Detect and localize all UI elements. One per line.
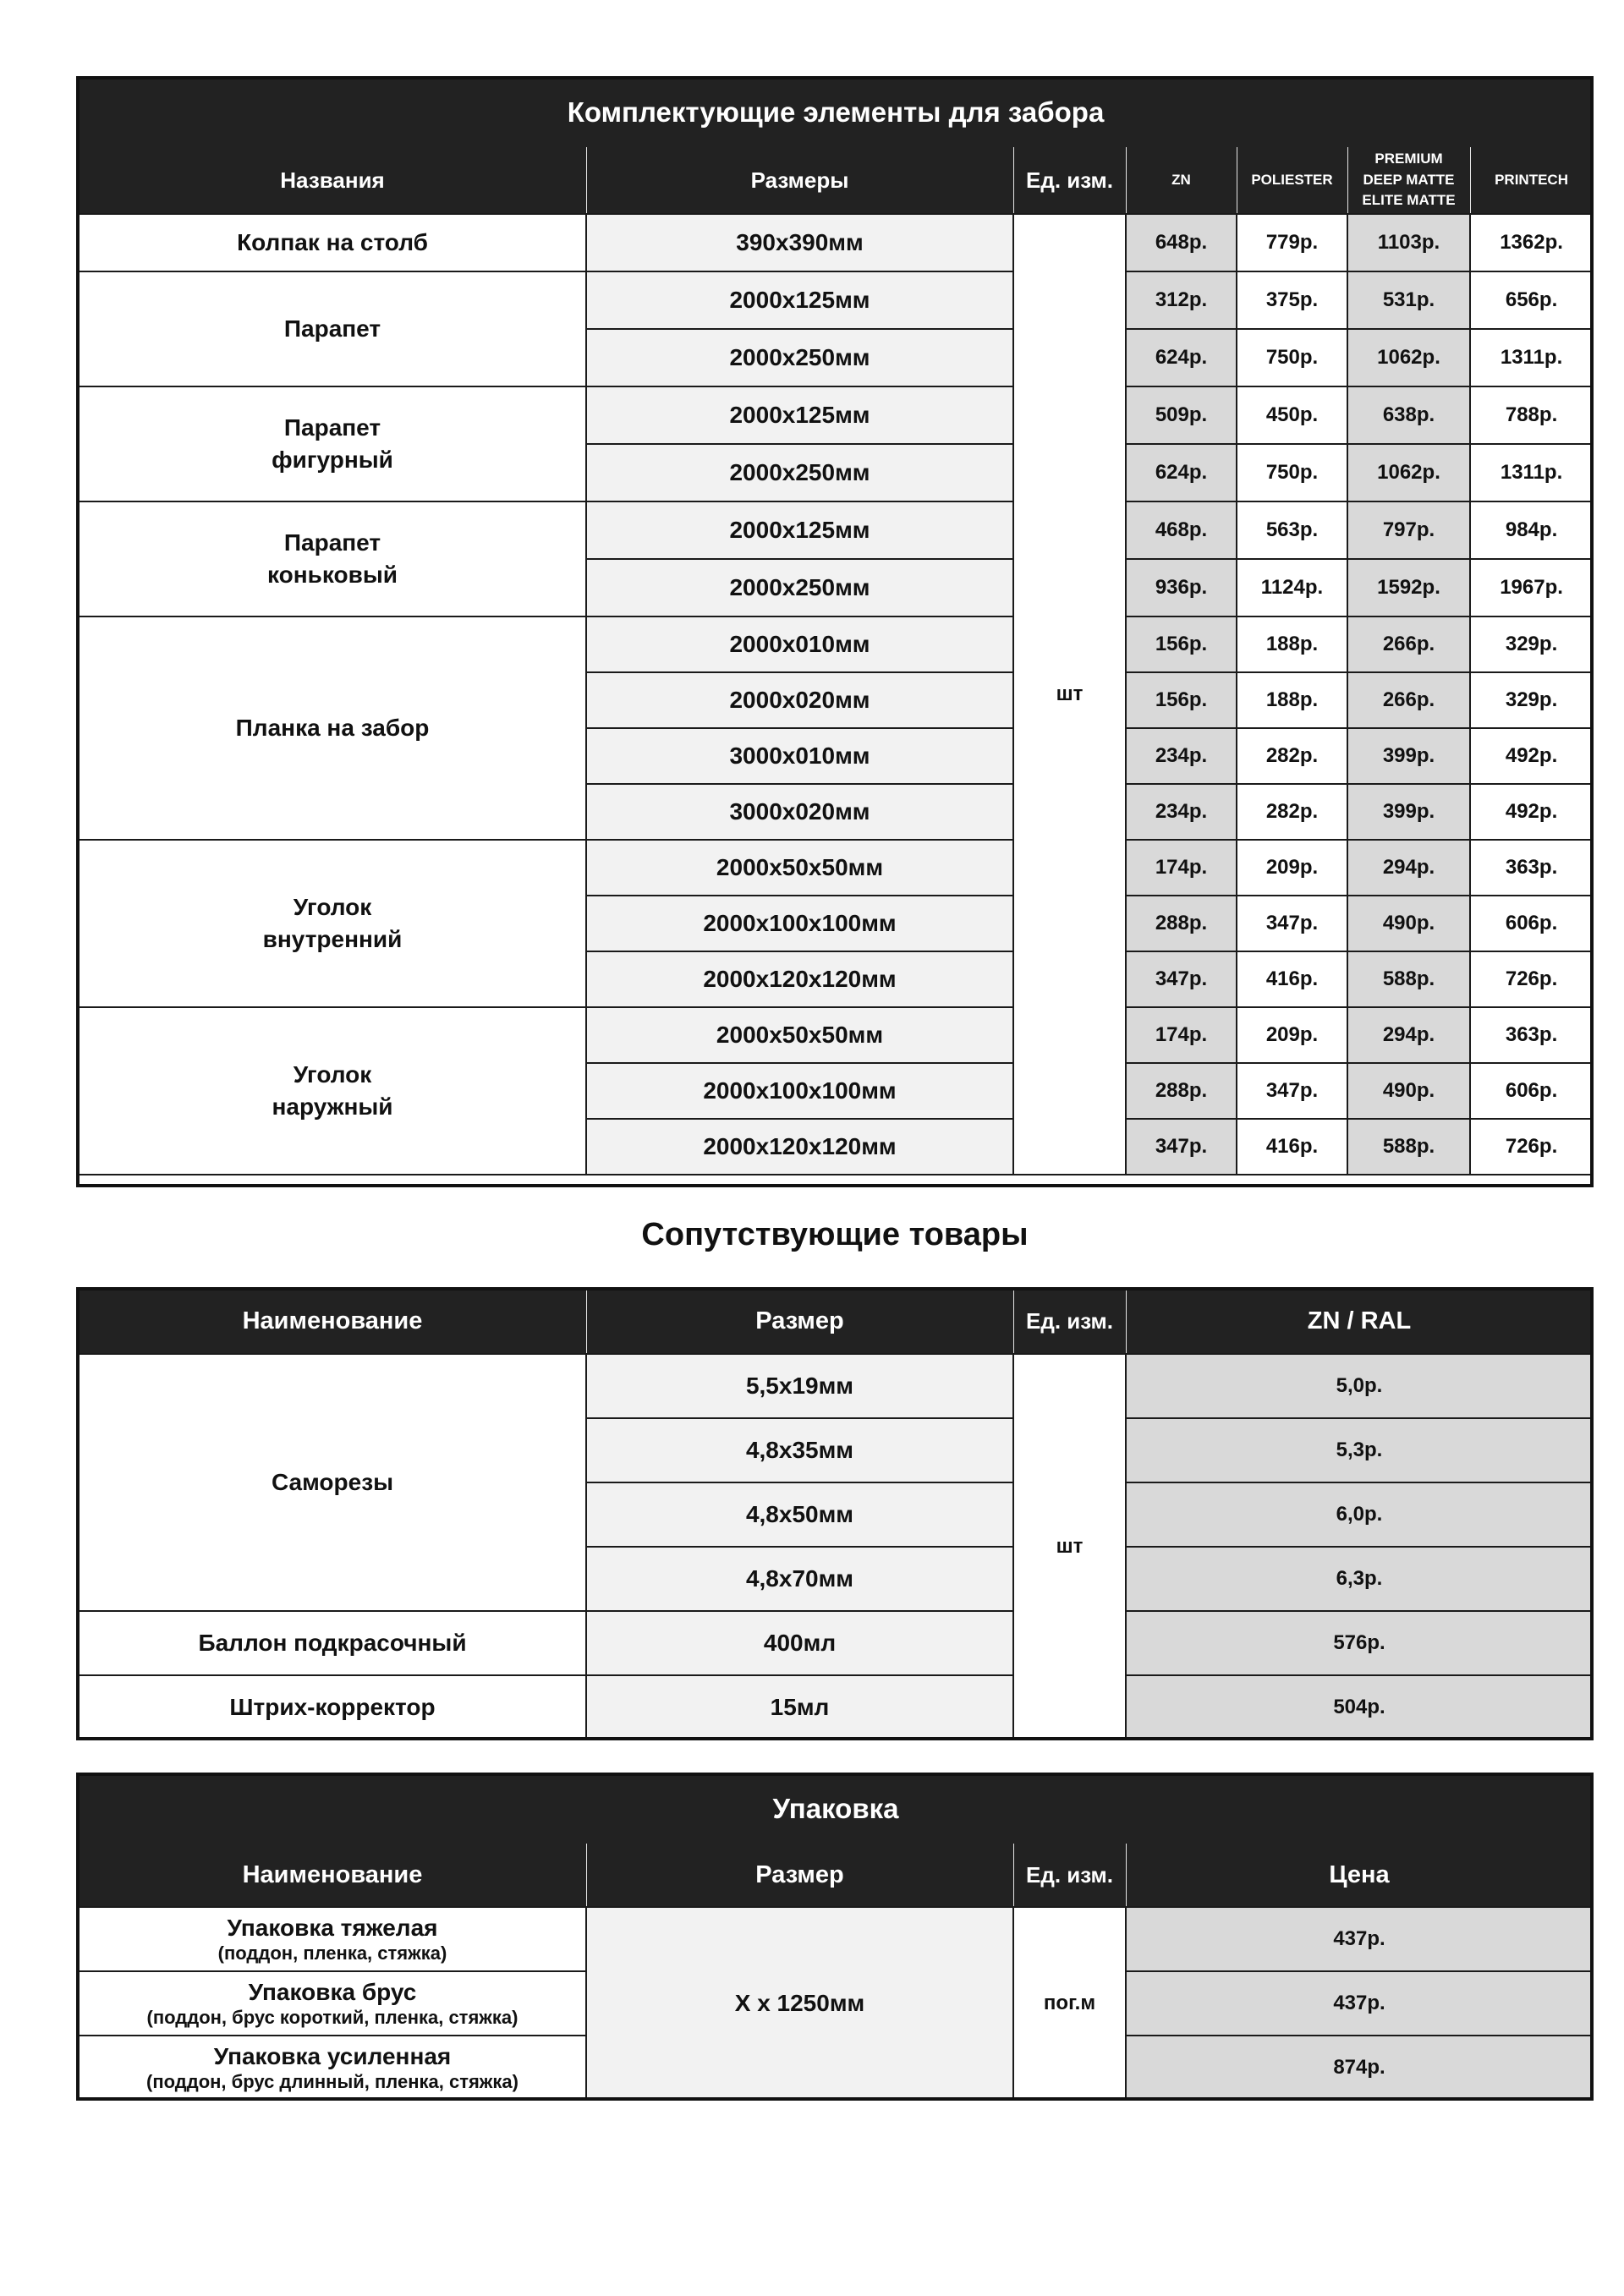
size-cell: 2000х50х50мм [586,840,1013,896]
price-premium-cell: 797р. [1347,501,1470,559]
fence-row [79,616,1593,672]
price-printech-cell: 984р. [1470,501,1593,559]
related-size-cell: 400мл [586,1611,1013,1675]
price-poliester-cell: 779р. [1237,214,1347,271]
price-premium-cell: 399р. [1347,728,1470,784]
related-heading: Сопутствующие товары [641,1217,1029,1252]
fence-row [79,214,1593,271]
price-printech-cell: 1967р. [1470,559,1593,616]
header-name: Названия [79,146,586,214]
price-printech-cell: 726р. [1470,1119,1593,1175]
price-printech-cell: 656р. [1470,271,1593,329]
related-size-cell: 4,8х35мм [586,1418,1013,1482]
price-zn-cell: 648р. [1126,214,1237,271]
packing-header-size: Размер [586,1843,1013,1907]
packing-item-title: Упаковка тяжелая [227,1915,438,1941]
price-premium-cell: 266р. [1347,616,1470,672]
fence-table-title: Комплектующие элементы для забора [79,79,1593,146]
price-zn-cell: 174р. [1126,840,1237,896]
header-premium-line-1: PREMIUM [1374,151,1443,167]
price-zn-cell: 156р. [1126,672,1237,728]
price-zn-cell: 234р. [1126,728,1237,784]
related-price-cell: 504р. [1126,1675,1593,1740]
fence-row [79,840,1593,896]
fence-components-table [78,78,1594,1175]
price-zn-cell: 174р. [1126,1007,1237,1063]
packing-item-name [79,1907,586,1971]
price-premium-cell: 294р. [1347,840,1470,896]
packing-header-name: Наименование [79,1843,586,1907]
related-price-cell: 6,3р. [1126,1547,1593,1611]
price-zn-cell: 624р. [1126,444,1237,501]
packing-item-name [79,1971,586,2036]
size-cell: 2000х250мм [586,444,1013,501]
price-premium-cell: 266р. [1347,672,1470,728]
price-printech-cell: 363р. [1470,840,1593,896]
related-row [79,1354,1593,1418]
unit-cell: шт [1013,214,1126,1175]
related-row [79,1675,1593,1740]
fence-row [79,386,1593,444]
packing-price-cell: 874р. [1126,2036,1593,2100]
product-name-cell: Парапет [79,271,586,386]
product-name-cell: Колпак на столб [79,214,586,271]
size-cell: 390х390мм [586,214,1013,271]
related-name-cell: Баллон подкрасочный [79,1611,586,1675]
header-printech: PRINTECH [1470,146,1593,214]
price-premium-cell: 490р. [1347,1063,1470,1119]
price-printech-cell: 1362р. [1470,214,1593,271]
price-poliester-cell: 188р. [1237,616,1347,672]
size-cell: 2000х50х50мм [586,1007,1013,1063]
packing-size-cell: X x 1250мм [586,1907,1013,2100]
size-cell: 2000х020мм [586,672,1013,728]
price-poliester-cell: 347р. [1237,1063,1347,1119]
related-header-size: Размер [586,1290,1013,1354]
price-premium-cell: 1103р. [1347,214,1470,271]
price-poliester-cell: 1124р. [1237,559,1347,616]
header-size: Размеры [586,146,1013,214]
related-size-cell: 5,5х19мм [586,1354,1013,1418]
price-printech-cell: 492р. [1470,728,1593,784]
related-header-name: Наименование [79,1290,586,1354]
related-header-unit: Ед. изм. [1013,1290,1126,1354]
size-cell: 3000х010мм [586,728,1013,784]
product-name-cell: Планка на забор [79,616,586,840]
header-premium-line-3: ELITE MATTE [1362,192,1456,209]
price-poliester-cell: 282р. [1237,784,1347,840]
price-zn-cell: 509р. [1126,386,1237,444]
packing-item-name [79,2036,586,2100]
packing-item-title: Упаковка брус [248,1979,417,2005]
price-zn-cell: 234р. [1126,784,1237,840]
price-poliester-cell: 209р. [1237,1007,1347,1063]
related-unit-cell: шт [1013,1354,1126,1740]
related-name-cell: Саморезы [79,1354,586,1611]
product-name-cell: Парапет фигурный [79,386,586,501]
packing-price-cell: 437р. [1126,1971,1593,2036]
price-zn-cell: 288р. [1126,1063,1237,1119]
price-poliester-cell: 375р. [1237,271,1347,329]
packing-item-title: Упаковка усиленная [213,2043,452,2069]
price-printech-cell: 492р. [1470,784,1593,840]
size-cell: 2000х250мм [586,559,1013,616]
product-name-cell: Уголок наружный [79,1007,586,1175]
size-cell: 2000х250мм [586,329,1013,386]
size-cell: 2000х100х100мм [586,896,1013,951]
header-poliester: POLIESTER [1237,146,1347,214]
packing-header-price: Цена [1126,1843,1593,1907]
related-price-cell: 5,3р. [1126,1418,1593,1482]
price-printech-cell: 606р. [1470,896,1593,951]
packing-item-note: (поддон, брус длинный, пленка, стяжка) [146,2070,518,2092]
price-poliester-cell: 347р. [1237,896,1347,951]
packing-unit-cell: пог.м [1013,1907,1126,2100]
header-unit: Ед. изм. [1013,146,1126,214]
price-poliester-cell: 750р. [1237,329,1347,386]
price-printech-cell: 329р. [1470,672,1593,728]
packing-table-title: Упаковка [79,1775,1593,1843]
product-name-cell: Уголок внутренний [79,840,586,1007]
price-zn-cell: 468р. [1126,501,1237,559]
size-cell: 2000х125мм [586,271,1013,329]
price-premium-cell: 588р. [1347,1119,1470,1175]
size-cell: 2000х010мм [586,616,1013,672]
packing-header-unit: Ед. изм. [1013,1843,1126,1907]
related-row [79,1611,1593,1675]
related-price-cell: 576р. [1126,1611,1593,1675]
size-cell: 2000х125мм [586,386,1013,444]
price-premium-cell: 588р. [1347,951,1470,1007]
price-printech-cell: 363р. [1470,1007,1593,1063]
price-poliester-cell: 416р. [1237,951,1347,1007]
price-zn-cell: 347р. [1126,1119,1237,1175]
related-goods-table [78,1289,1594,1740]
related-price-cell: 5,0р. [1126,1354,1593,1418]
fence-row [79,1007,1593,1063]
price-premium-cell: 1062р. [1347,329,1470,386]
product-name-cell: Парапет коньковый [79,501,586,616]
price-poliester-cell: 282р. [1237,728,1347,784]
related-size-cell: 15мл [586,1675,1013,1740]
price-premium-cell: 1062р. [1347,444,1470,501]
price-zn-cell: 624р. [1126,329,1237,386]
packing-table [78,1774,1594,2101]
price-printech-cell: 606р. [1470,1063,1593,1119]
price-printech-cell: 329р. [1470,616,1593,672]
related-name-cell: Штрих-корректор [79,1675,586,1740]
price-premium-cell: 294р. [1347,1007,1470,1063]
header-premium-line-2: DEEP MATTE [1363,171,1455,188]
price-poliester-cell: 450р. [1237,386,1347,444]
price-zn-cell: 288р. [1126,896,1237,951]
price-printech-cell: 788р. [1470,386,1593,444]
price-printech-cell: 1311р. [1470,329,1593,386]
price-poliester-cell: 416р. [1237,1119,1347,1175]
related-size-cell: 4,8х50мм [586,1482,1013,1547]
related-size-cell: 4,8х70мм [586,1547,1013,1611]
size-cell: 2000х100х100мм [586,1063,1013,1119]
price-zn-cell: 347р. [1126,951,1237,1007]
header-zn: ZN [1126,146,1237,214]
price-printech-cell: 726р. [1470,951,1593,1007]
header-premium [1347,146,1470,214]
price-poliester-cell: 750р. [1237,444,1347,501]
price-premium-cell: 490р. [1347,896,1470,951]
packing-item-note: (поддон, пленка, стяжка) [217,1942,447,1964]
size-cell: 2000х120х120мм [586,1119,1013,1175]
packing-price-cell: 437р. [1126,1907,1593,1971]
price-premium-cell: 399р. [1347,784,1470,840]
price-premium-cell: 638р. [1347,386,1470,444]
price-printech-cell: 1311р. [1470,444,1593,501]
price-poliester-cell: 209р. [1237,840,1347,896]
related-price-cell: 6,0р. [1126,1482,1593,1547]
size-cell: 2000х120х120мм [586,951,1013,1007]
price-zn-cell: 156р. [1126,616,1237,672]
price-poliester-cell: 188р. [1237,672,1347,728]
price-premium-cell: 531р. [1347,271,1470,329]
price-poliester-cell: 563р. [1237,501,1347,559]
price-zn-cell: 936р. [1126,559,1237,616]
packing-item-note: (поддон, брус короткий, пленка, стяжка) [146,2006,518,2028]
price-zn-cell: 312р. [1126,271,1237,329]
price-premium-cell: 1592р. [1347,559,1470,616]
fence-row [79,501,1593,559]
related-header-price: ZN / RAL [1126,1290,1593,1354]
fence-row [79,271,1593,329]
size-cell: 2000х125мм [586,501,1013,559]
size-cell: 3000х020мм [586,784,1013,840]
